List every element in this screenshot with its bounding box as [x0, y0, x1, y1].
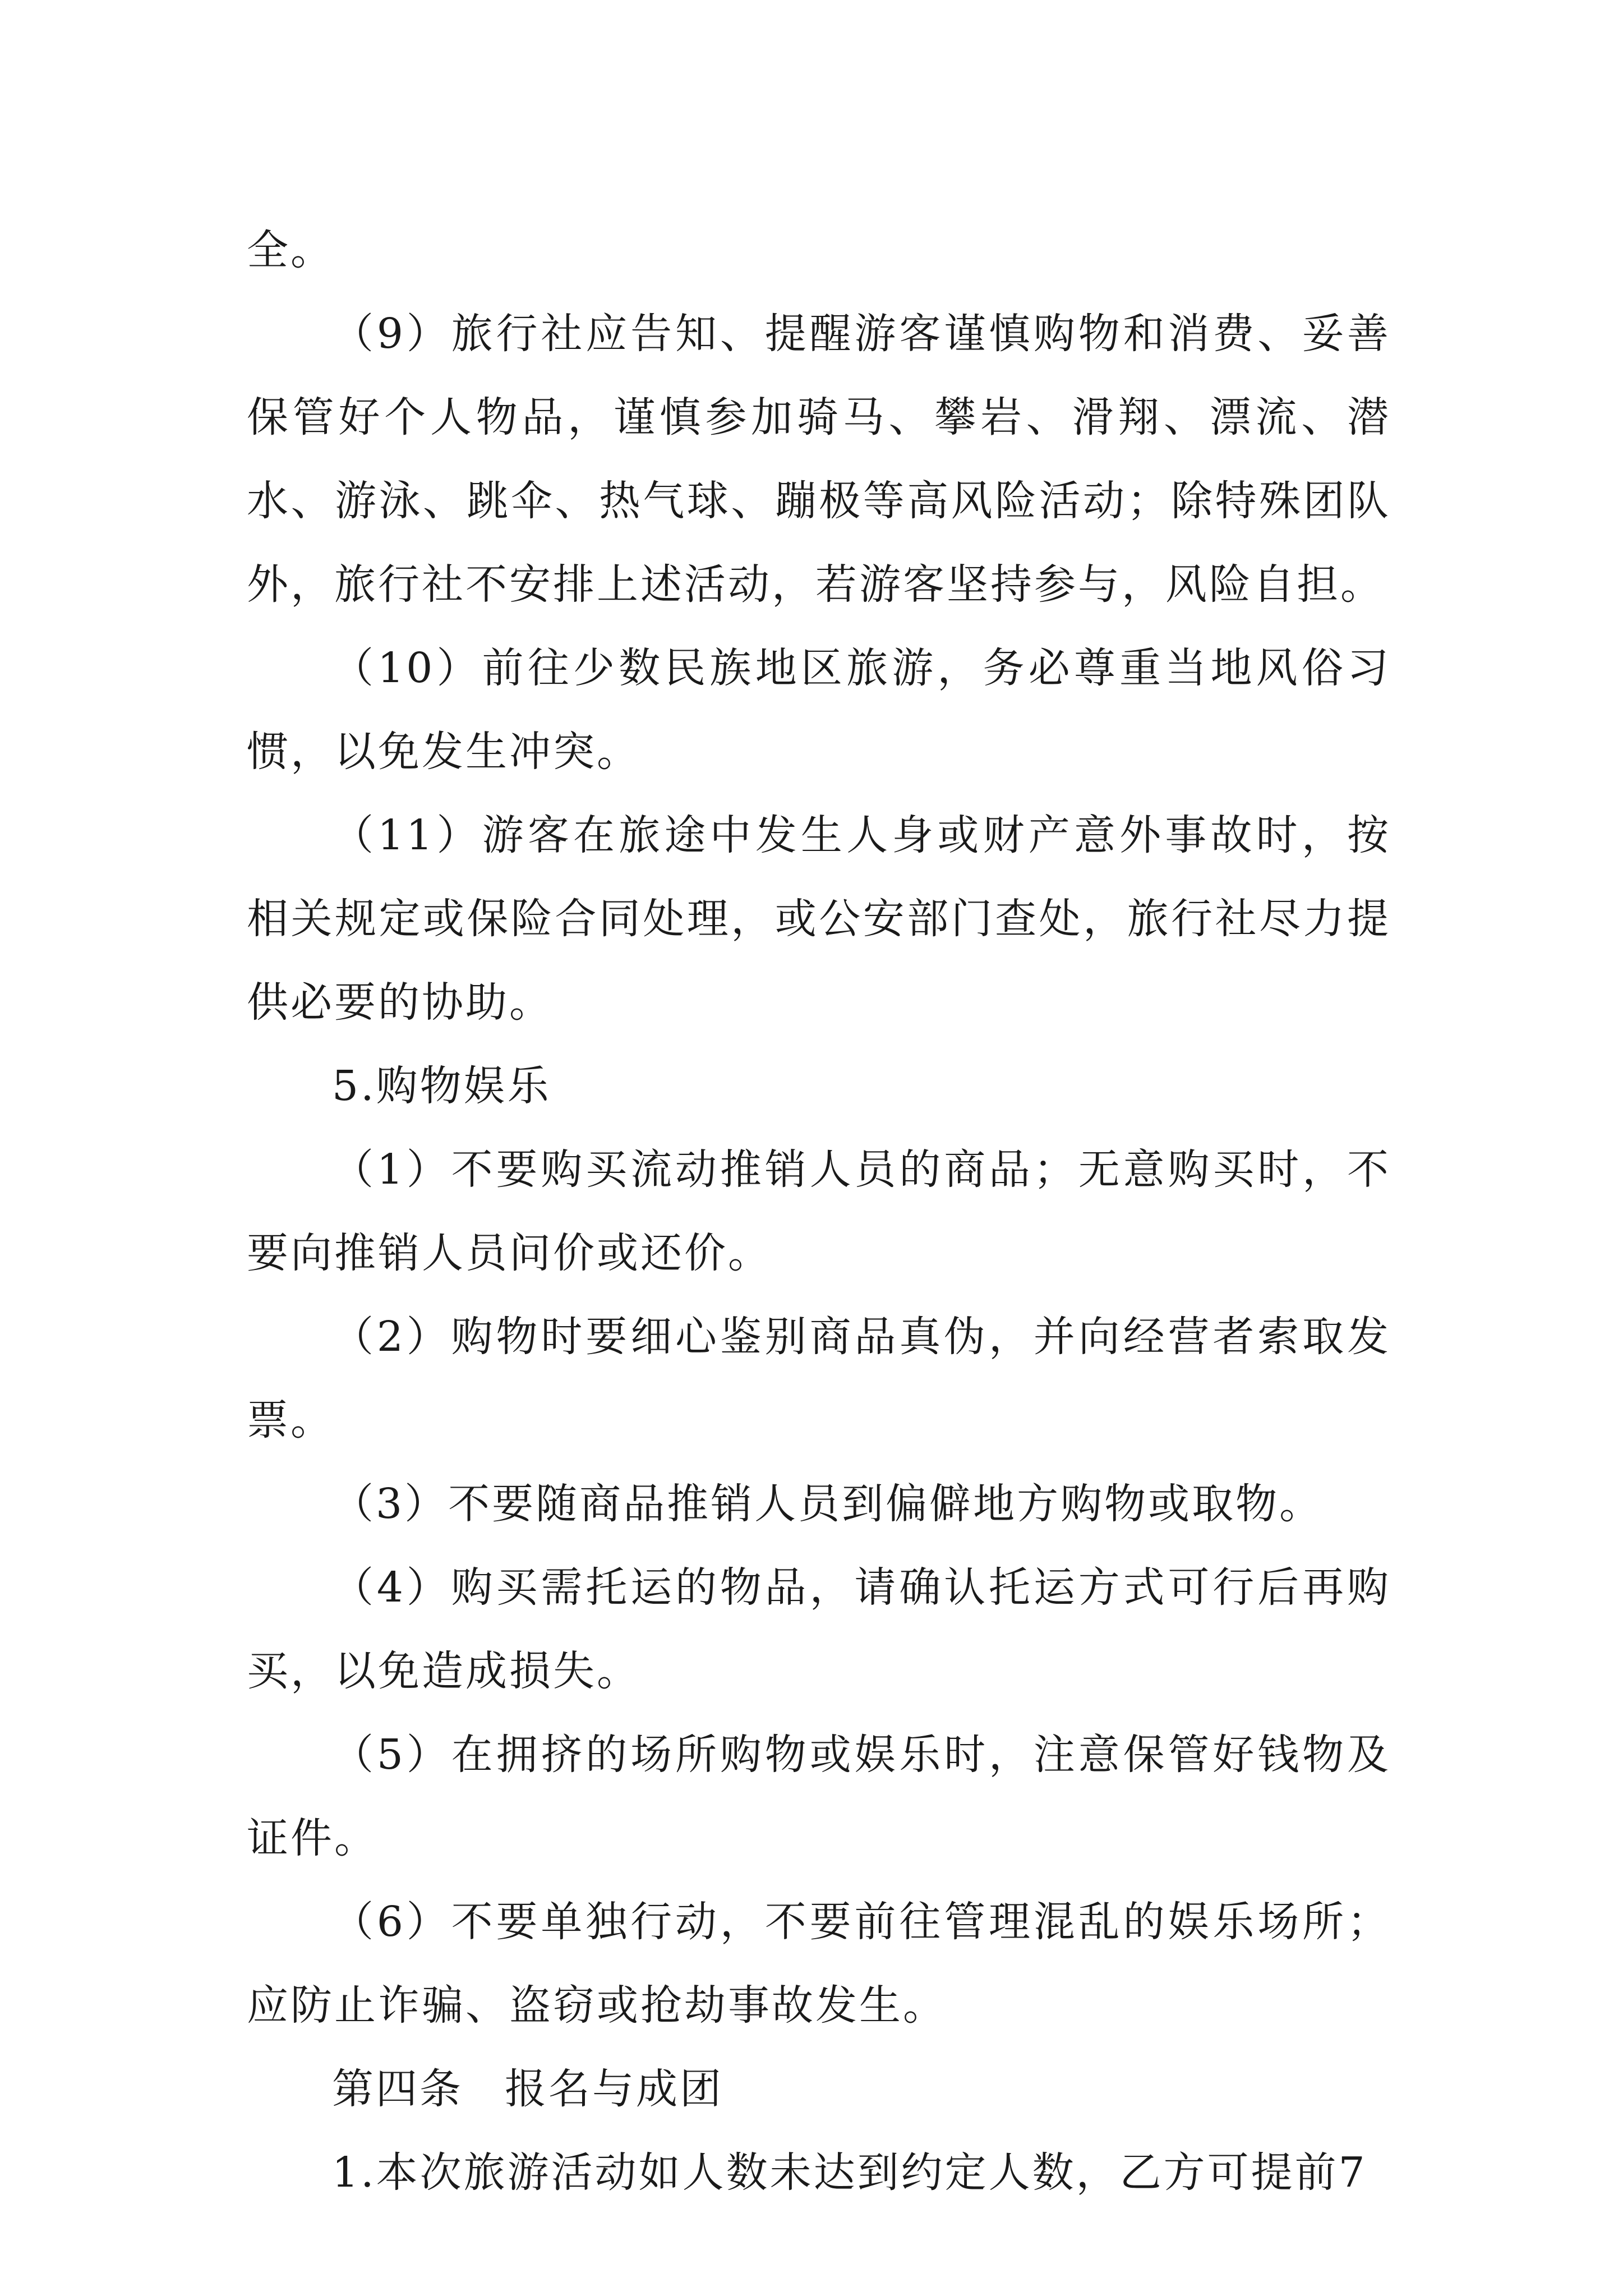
- paragraph-shopping-1: （1）不要购买流动推销人员的商品；无意购买时，不要向推销人员问价或还价。: [247, 1145, 1391, 1277]
- paragraph-item-11: （11）游客在旅途中发生人身或财产意外事故时，按相关规定或保险合同处理，或公安部门查处，旅行社尽力提供必要的协助。: [247, 811, 1391, 1027]
- paragraph-shopping-6: （6）不要单独行动，不要前往管理混乱的娱乐场所；应防止诈骗、盗窃或抢劫事故发生。: [247, 1898, 1391, 2030]
- paragraph-item-9: （9）旅行社应告知、提醒游客谨慎购物和消费、妥善保管好个人物品，谨慎参加骑马、攀岩、滑翔、漂流、潜水、游泳、跳伞、热气球、蹦极等高风险活动；除特殊团队外，旅行社不安排上述活动，若游客坚持参与，风险自担。: [247, 310, 1391, 609]
- paragraph-continued: 全。: [247, 226, 334, 274]
- paragraph-shopping-2: （2）购物时要细心鉴别商品真伪，并向经营者索取发票。: [247, 1313, 1391, 1444]
- document-body: [247, 209, 1391, 2215]
- paragraph-shopping-4: （4）购买需托运的物品，请确认托运方式可行后再购买，以免造成损失。: [247, 1563, 1391, 1695]
- paragraph-shopping-3: （3）不要随商品推销人员到偏僻地方购物或取物。: [332, 1480, 1324, 1528]
- section-heading-shopping: 5.购物娱乐: [332, 1062, 551, 1110]
- paragraph-article4-item-1: 1.本次旅游活动如人数未达到约定人数，乙方可提前7: [332, 2148, 1367, 2197]
- paragraph-item-10: （10）前往少数民族地区旅游，务必尊重当地风俗习惯，以免发生冲突。: [247, 644, 1391, 776]
- article-title: 报名与成团: [505, 2065, 723, 2113]
- article-heading: [247, 2047, 1391, 2131]
- paragraph-shopping-5: （5）在拥挤的场所购物或娱乐时，注意保管好钱物及证件。: [247, 1731, 1391, 1862]
- article-number: 第四条: [332, 2065, 463, 2113]
